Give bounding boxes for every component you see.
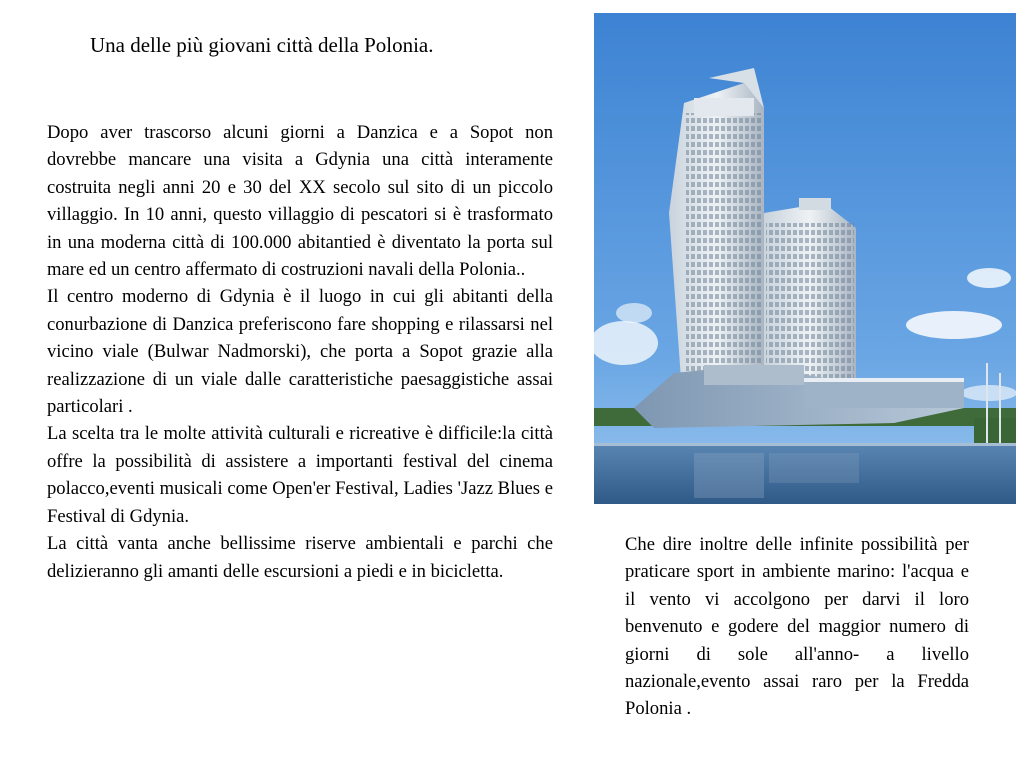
skyscraper-photo bbox=[594, 13, 1016, 504]
main-text-block bbox=[47, 119, 553, 585]
paragraph-nature: La città vanta anche bellissime riserve ambientali e parchi che delizieranno gli amanti delle escursioni a piedi e in bicicletta. bbox=[47, 533, 553, 582]
paragraph-intro: Dopo aver trascorso alcuni giorni a Danzica e a Sopot non dovrebbe mancare una visita a Gdynia una città interamente costruita negli anni 20 e 30 del XX secolo sul sito di un piccolo villaggio. In 10 anni, questo villaggio di pescatori si è trasformato in una moderna città di 100.000 abitantied è diventato la porta sul mare ed un centro affermato di costruzioni navali della Polonia.. bbox=[47, 122, 553, 281]
side-text-block bbox=[625, 531, 969, 723]
paragraph-culture: La scelta tra le molte attività culturali e ricreative è difficile:la città offre la possibilità di assistere a importanti festival del cinema polacco,eventi musicali come Open'er Festival, Ladies 'Jazz Blues e Festival di Gdynia. bbox=[47, 423, 553, 527]
paragraph-center: Il centro moderno di Gdynia è il luogo in cui gli abitanti della conurbazione di Danzica preferiscono fare shopping e rilassarsi nel vicino viale (Bulwar Nadmorski), che porta a Sopot grazie alla realizzazione di un viale dalle caratteristiche paesaggistiche assai particolari . bbox=[47, 286, 553, 418]
paragraph-sports: Che dire inoltre delle infinite possibilità per praticare sport in ambiente marino: l'acqua e il vento vi accolgono per darvi il loro benvenuto e godere del maggior numero di giorni di sole all'anno- a livello nazionale,evento assai raro per la Fredda Polonia . bbox=[625, 534, 969, 720]
page-title: Una delle più giovani città della Polonia. bbox=[90, 33, 434, 57]
